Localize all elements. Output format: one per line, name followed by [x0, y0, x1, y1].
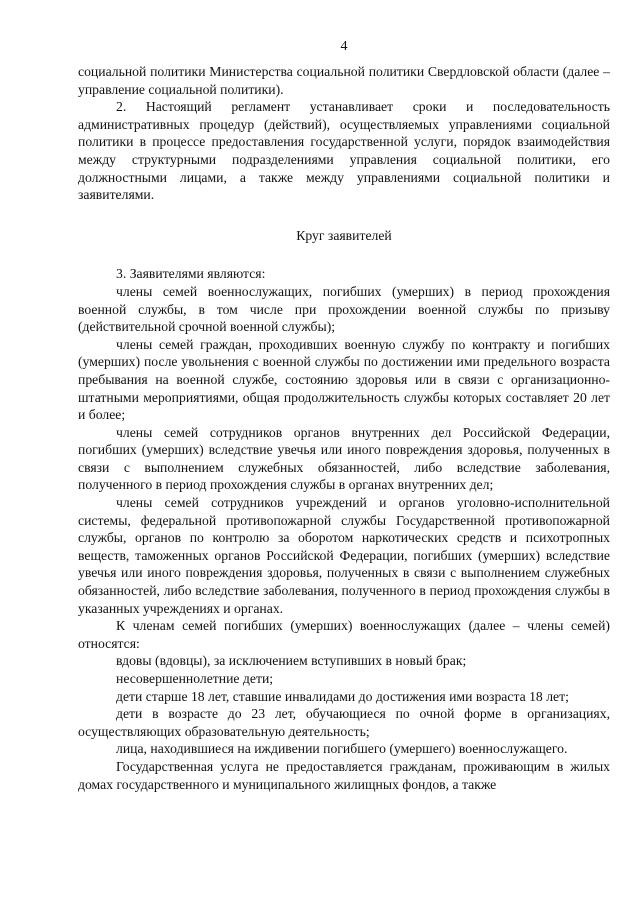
intro-paragraph: социальной политики Министерства социальной политики Свердловской области (далее – управление социальной политики).: [78, 64, 610, 97]
family-member-item: лица, находившиеся на иждивении погибшего (умершего) военнослужащего.: [116, 741, 568, 757]
applicant-item: члены семей военнослужащих, погибших (умерших) в период прохождения военной службы, в том числе при прохождении военной службы по призыву (действительной срочной военной службы);: [78, 283, 610, 335]
applicant-item: члены семей сотрудников органов внутренних дел Российской Федерации, погибших (умерших) вследствие увечья или иного повреждения здоровья, полученных в связи с выполнением служебных обязанностей, либо вследствие заболевания, полученного в период прохождения службы в органах внутренних дел;: [78, 424, 610, 493]
section-heading: Круг заявителей: [296, 227, 392, 243]
applicant-item: члены семей граждан, проходивших военную службу по контракту и погибших (умерших) после увольнения с военной службы по достижении ими предельного возраста пребывания на военной службе, состоянию здоровья или в связи с организационно-штатными мероприятиями, общая продолжительность службы которых составляет 20 лет и более;: [78, 336, 610, 423]
paragraph-2: 2. Настоящий регламент устанавливает сроки и последовательность административных процедур (действий), осуществляемых управлениями социальной политики в процессе предоставления государственной услуги, порядок взаимодействия между структурными подразделениями управления социальной политики, его должностными лицами, а также между управлениями социальной политики и заявителями.: [78, 99, 610, 203]
page-number: 4: [340, 39, 348, 54]
applicant-item: члены семей сотрудников учреждений и органов уголовно-исполнительной системы, федеральной противопожарной службы Государственной противопожарной службы, органов по контролю за оборотом наркотических средств и психотропных веществ, таможенных органов Российской Федерации, погибших (умерших) вследствие увечья или иного повреждения здоровья, полученных в связи с выполнением служебных обязанностей, либо вследствие заболевания, полученного в период прохождения службы в указанных учреждениях и органах.: [78, 495, 610, 616]
paragraph-3-intro: 3. Заявителями являются:: [116, 266, 266, 282]
family-member-item: вдовы (вдовцы), за исключением вступивших в новый брак;: [116, 653, 467, 669]
document-body: [78, 63, 610, 793]
family-member-item: дети в возрасте до 23 лет, обучающиеся по очной форме в организациях, осуществляющих образовательную деятельность;: [78, 706, 610, 739]
family-member-item: дети старше 18 лет, ставшие инвалидами до достижения ими возраста 18 лет;: [116, 688, 569, 704]
family-member-item: несовершеннолетние дети;: [116, 671, 274, 686]
family-members-intro: К членам семей погибших (умерших) военнослужащих (далее – члены семей) относятся:: [78, 618, 610, 651]
final-paragraph: Государственная услуга не предоставляется гражданам, проживающим в жилых домах государственного и муниципального жилищных фондов, а также: [78, 758, 610, 792]
